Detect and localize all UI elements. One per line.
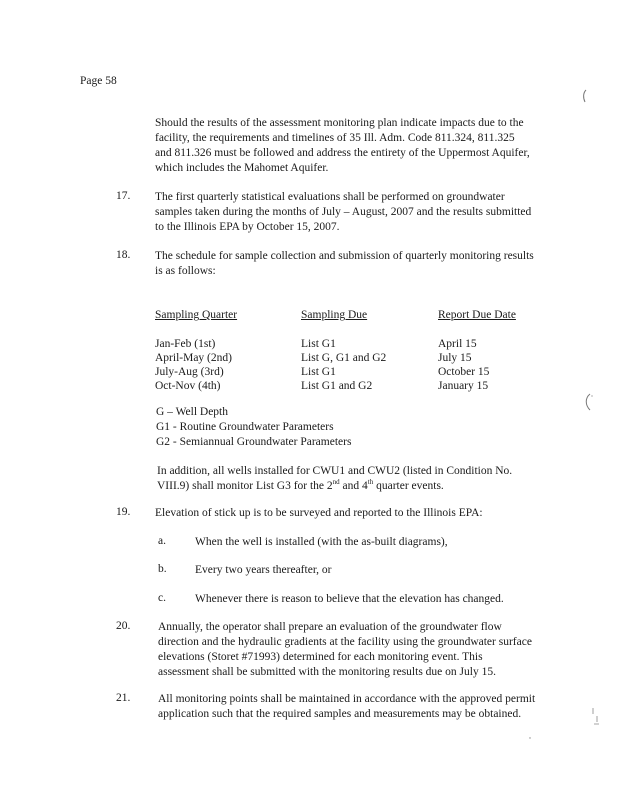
addition-text: and 4 — [339, 480, 368, 492]
item-19-subitem-b-letter: b. — [158, 563, 167, 575]
item-21-number: 21. — [116, 692, 131, 704]
item-17-line: The first quarterly statistical evaluations shall be performed on groundwater — [155, 191, 505, 203]
item-18-line: is as follows: — [155, 265, 216, 277]
schedule-header-sampling-quarter: Sampling Quarter — [155, 309, 238, 321]
item-20-line: Annually, the operator shall prepare an evaluation of the groundwater flow — [158, 621, 502, 633]
item-17-text — [155, 190, 531, 235]
addition-text: VIII.9) shall monitor List G3 for the 2 — [157, 480, 333, 492]
intro-line: which includes the Mahomet Aquifer. — [155, 162, 329, 174]
addition-paragraph — [157, 464, 512, 494]
schedule-cell-report: January 15 — [438, 380, 489, 392]
page-label: Page 58 — [80, 75, 117, 87]
schedule-cell-due: List G1 — [301, 366, 336, 378]
item-18-number: 18. — [116, 249, 131, 261]
schedule-cell-due: List G1 and G2 — [301, 380, 373, 392]
legend-item: G2 - Semiannual Groundwater Parameters — [156, 436, 352, 448]
ordinal-suffix: th — [367, 478, 374, 487]
legend-item: G1 - Routine Groundwater Parameters — [156, 421, 334, 433]
item-17-line: samples taken during the months of July – August, 2007 and the results submitted — [155, 206, 532, 218]
schedule-cell-quarter: Jan-Feb (1st) — [155, 338, 216, 350]
item-20-number: 20. — [116, 620, 131, 632]
item-20-line: elevations (Storet #71993) determined for each monitoring event. This — [158, 651, 483, 663]
legend-item: G – Well Depth — [156, 406, 229, 418]
schedule-cell-due: List G1 — [301, 338, 336, 350]
item-21-text — [158, 692, 535, 722]
item-19-subitem-a-letter: a. — [158, 535, 166, 547]
ordinal-suffix: nd — [332, 478, 340, 487]
scan-artifact-mark — [590, 706, 604, 728]
item-20-line: assessment shall be submitted with the monitoring results due on July 15. — [158, 666, 496, 678]
intro-paragraph — [155, 116, 530, 176]
item-20-line: direction and the hydraulic gradients at the facility using the groundwater surface — [158, 636, 532, 648]
schedule-cell-report: April 15 — [438, 338, 477, 350]
item-19-number: 19. — [116, 506, 131, 518]
schedule-cell-report: July 15 — [438, 352, 472, 364]
item-17-line: to the Illinois EPA by October 15, 2007. — [155, 221, 340, 233]
schedule-cell-due: List G, G1 and G2 — [301, 352, 387, 364]
item-18-text — [155, 249, 534, 279]
item-19-subitem-b-text: Every two years thereafter, or — [195, 564, 332, 576]
schedule-header-sampling-due: Sampling Due — [301, 309, 368, 321]
item-19-subitem-c-text: Whenever there is reason to believe that the elevation has changed. — [195, 593, 504, 605]
item-21-line: All monitoring points shall be maintained in accordance with the approved permit — [158, 693, 536, 705]
scan-artifact-mark — [528, 736, 532, 740]
addition-line: In addition, all wells installed for CWU1 and CWU2 (listed in Condition No. — [157, 465, 513, 477]
item-19-text: Elevation of stick up is to be surveyed and reported to the Illinois EPA: — [155, 507, 483, 519]
intro-line: facility, the requirements and timelines of 35 Ill. Adm. Code 811.324, 811.325 — [155, 132, 515, 144]
item-18-line: The schedule for sample collection and submission of quarterly monitoring results — [155, 250, 534, 262]
parameter-legend — [156, 405, 351, 450]
item-19-subitem-c-letter: c. — [158, 592, 166, 604]
intro-line: and 811.326 must be followed and address the entirety of the Uppermost Aquifer, — [155, 147, 530, 159]
schedule-cell-quarter: April-May (2nd) — [155, 352, 232, 364]
item-21-line: application such that the required samples and measurements may be obtained. — [158, 708, 522, 720]
addition-text: quarter events. — [373, 480, 444, 492]
schedule-cell-report: October 15 — [438, 366, 490, 378]
intro-line: Should the results of the assessment monitoring plan indicate impacts due to the — [155, 117, 524, 129]
scan-artifact-mark — [582, 392, 594, 412]
schedule-header-report-due-date: Report Due Date — [438, 309, 516, 321]
item-17-number: 17. — [116, 190, 131, 202]
item-20-text — [158, 620, 532, 680]
schedule-cell-quarter: July-Aug (3rd) — [155, 366, 224, 378]
item-19-subitem-a-text: When the well is installed (with the as-built diagrams), — [195, 536, 448, 548]
scan-artifact-mark — [580, 88, 590, 104]
addition-line — [157, 479, 512, 494]
schedule-cell-quarter: Oct-Nov (4th) — [155, 380, 221, 392]
